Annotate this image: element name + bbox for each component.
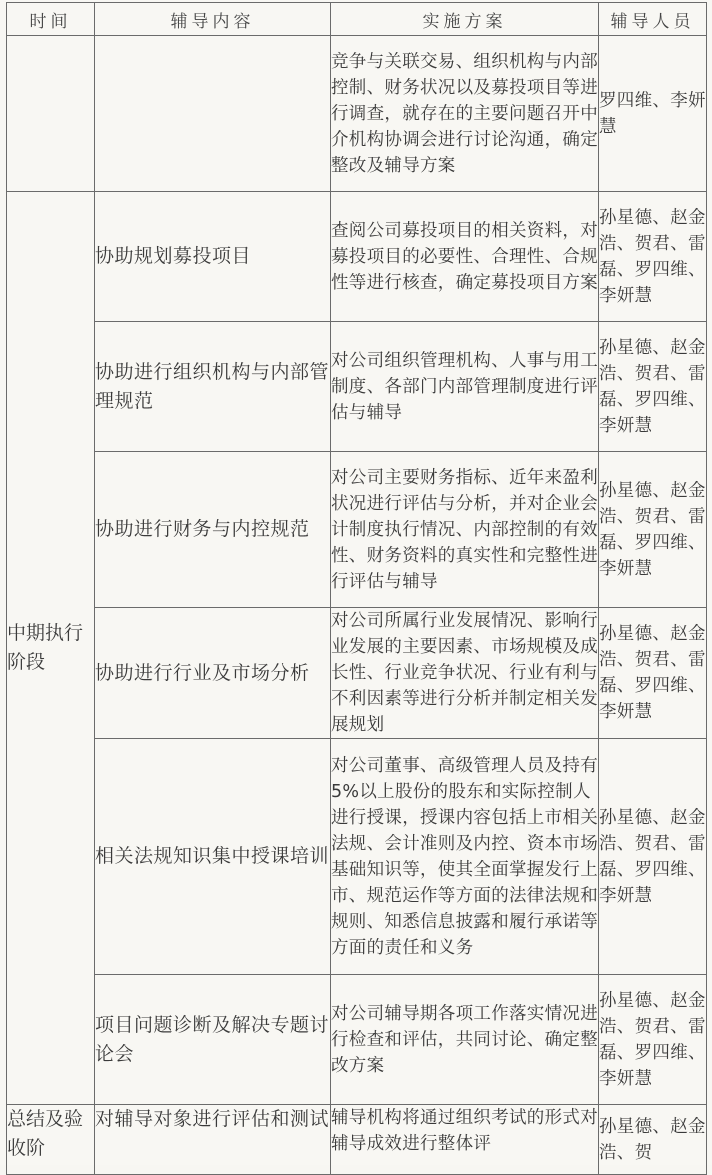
- table-header-row: [7, 3, 707, 36]
- header-staff: 辅导人员: [599, 3, 707, 36]
- content-cell: 协助进行财务与内控规范: [95, 452, 331, 608]
- phase-final-cell: 总结及验收阶: [7, 1105, 95, 1175]
- content-cell: 协助进行组织机构与内部管理规范: [95, 322, 331, 452]
- header-time: 时间: [7, 3, 95, 36]
- table-row: [7, 192, 707, 322]
- table-row: [7, 739, 707, 975]
- staff-cell: 孙星德、赵金浩、贺君、雷磊、罗四维、李妍慧: [599, 192, 707, 322]
- content-cell: 协助进行行业及市场分析: [95, 608, 331, 739]
- staff-cell: 孙星德、赵金浩、贺君、雷磊、罗四维、李妍慧: [599, 452, 707, 608]
- table-row: [7, 608, 707, 739]
- table-row: [7, 975, 707, 1105]
- plan-cell: 查阅公司募投项目的相关资料，对募投项目的必要性、合理性、合规性等进行核查，确定募投项目方案: [331, 192, 599, 322]
- tutoring-schedule-table: [6, 2, 707, 1175]
- content-cell: 相关法规知识集中授课培训: [95, 739, 331, 975]
- staff-cell: 孙星德、赵金浩、贺君、雷磊、罗四维、李妍慧: [599, 608, 707, 739]
- content-cell: [95, 36, 331, 192]
- time-cell-empty: [7, 36, 95, 192]
- plan-cell: 对公司组织管理机构、人事与用工制度、各部门内部管理制度进行评估与辅导: [331, 322, 599, 452]
- staff-cell: 孙星德、赵金浩、贺: [599, 1105, 707, 1175]
- table-row: [7, 36, 707, 192]
- table-row: [7, 322, 707, 452]
- plan-cell: 对公司所属行业发展情况、影响行业发展的主要因素、市场规模及成长性、行业竞争状况、行业有利与不利因素等进行分析并制定相关发展规划: [331, 608, 599, 739]
- table-row: [7, 452, 707, 608]
- phase-mid-cell: 中期执行阶段: [7, 192, 95, 1105]
- content-cell: 项目问题诊断及解决专题讨论会: [95, 975, 331, 1105]
- header-plan: 实施方案: [331, 3, 599, 36]
- staff-cell: 罗四维、李妍慧: [599, 36, 707, 192]
- staff-cell: 孙星德、赵金浩、贺君、雷磊、罗四维、李妍慧: [599, 739, 707, 975]
- plan-cell: 对公司辅导期各项工作落实情况进行检查和评估，共同讨论、确定整改方案: [331, 975, 599, 1105]
- plan-cell: 辅导机构将通过组织考试的形式对辅导成效进行整体评: [331, 1105, 599, 1175]
- table-row: [7, 1105, 707, 1175]
- plan-cell: 竞争与关联交易、组织机构与内部控制、财务状况以及募投项目等进行调查，就存在的主要问题召开中介机构协调会进行讨论沟通，确定整改及辅导方案: [331, 36, 599, 192]
- plan-cell: 对公司董事、高级管理人员及持有5%以上股份的股东和实际控制人进行授课，授课内容包括上市相关法规、会计准则及内控、资本市场基础知识等，使其全面掌握发行上市、规范运作等方面的法律法规和规则、知悉信息披露和履行承诺等方面的责任和义务: [331, 739, 599, 975]
- staff-cell: 孙星德、赵金浩、贺君、雷磊、罗四维、李妍慧: [599, 975, 707, 1105]
- plan-cell: 对公司主要财务指标、近年来盈利状况进行评估与分析，并对企业会计制度执行情况、内部控制的有效性、财务资料的真实性和完整性进行评估与辅导: [331, 452, 599, 608]
- header-content: 辅导内容: [95, 3, 331, 36]
- content-cell: 对辅导对象进行评估和测试: [95, 1105, 331, 1175]
- staff-cell: 孙星德、赵金浩、贺君、雷磊、罗四维、李妍慧: [599, 322, 707, 452]
- content-cell: 协助规划募投项目: [95, 192, 331, 322]
